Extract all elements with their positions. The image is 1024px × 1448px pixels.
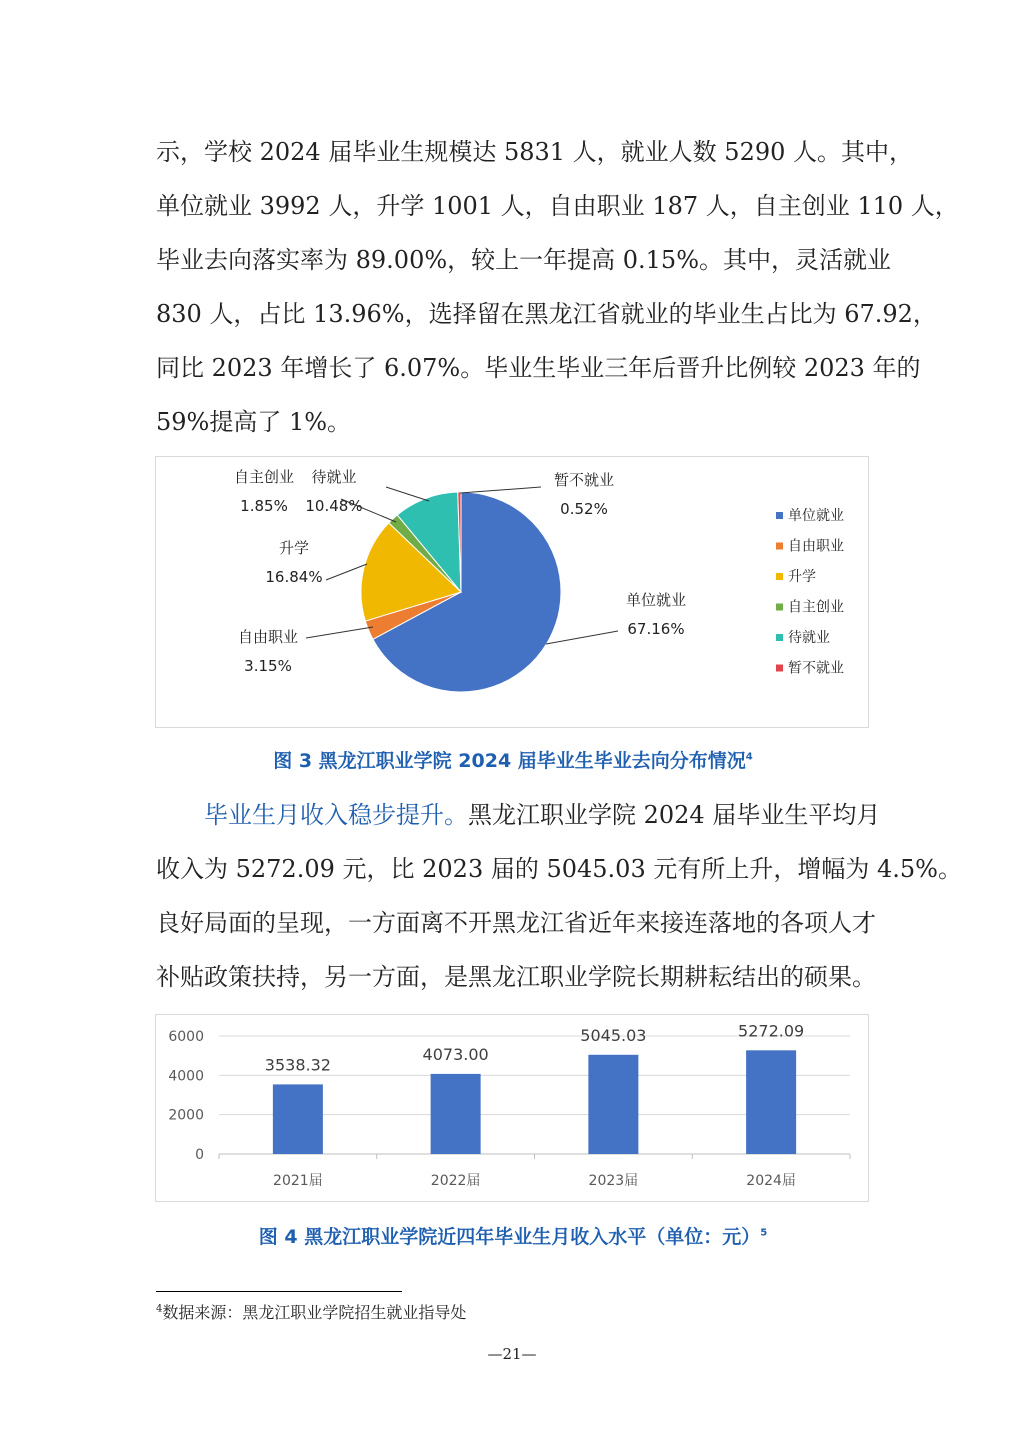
figure-4-caption-sup: 5 bbox=[760, 1227, 768, 1239]
paragraph-line: 毕业去向落实率为 89.00%，较上一年提高 0.15%。其中，灵活就业 bbox=[156, 246, 892, 274]
bar-data-label: 3538.32 bbox=[264, 1055, 331, 1075]
footnote-divider bbox=[156, 1291, 402, 1292]
x-tick-label: 2024届 bbox=[746, 1173, 796, 1189]
figure-3-caption-sup: 4 bbox=[745, 751, 753, 763]
legend-swatch bbox=[776, 543, 783, 550]
pie-label-name: 单位就业 bbox=[625, 591, 687, 609]
bar bbox=[746, 1050, 796, 1154]
pie-label-value: 0.52% bbox=[560, 500, 608, 518]
bar bbox=[431, 1074, 481, 1154]
y-tick-label: 2000 bbox=[168, 1107, 204, 1124]
legend-swatch bbox=[776, 604, 783, 611]
bar-data-label: 4073.00 bbox=[422, 1044, 489, 1064]
pie-leader-line bbox=[306, 627, 373, 638]
legend-swatch bbox=[776, 512, 783, 519]
pie-label-name: 待就业 bbox=[311, 468, 357, 486]
footnote-text: 数据来源：黑龙江职业学院招生就业指导处 bbox=[162, 1303, 467, 1322]
bar-chart bbox=[156, 1015, 868, 1201]
y-tick-label: 0 bbox=[195, 1147, 204, 1163]
pie-label-name: 自由职业 bbox=[237, 628, 299, 646]
legend-label: 自由职业 bbox=[788, 538, 844, 555]
page-number: —21— bbox=[487, 1345, 537, 1363]
figure-3-caption bbox=[156, 746, 870, 773]
y-tick-label: 6000 bbox=[168, 1029, 204, 1045]
y-tick-label: 4000 bbox=[168, 1068, 204, 1085]
figure-4-caption bbox=[156, 1222, 870, 1249]
paragraph-line: 补贴政策扶持，另一方面，是黑龙江职业学院长期耕耘结出的硕果。 bbox=[156, 963, 876, 991]
x-tick-label: 2023届 bbox=[588, 1173, 639, 1189]
paragraph-line: 单位就业 3992 人，升学 1001 人，自由职业 187 人，自主创业 110 人， bbox=[156, 192, 959, 220]
paragraph-line bbox=[156, 788, 881, 842]
legend-label: 单位就业 bbox=[788, 508, 844, 524]
x-tick-label: 2022届 bbox=[430, 1173, 481, 1189]
pie-leader-line bbox=[386, 487, 429, 501]
figure-3-caption-text: 图 3 黑龙江职业学院 2024 届毕业生毕业去向分布情况 bbox=[273, 750, 746, 772]
legend-label: 暂不就业 bbox=[788, 660, 844, 677]
legend-swatch bbox=[776, 634, 783, 641]
pie-label-name: 暂不就业 bbox=[553, 471, 615, 489]
footnote-marker: 4 bbox=[156, 1303, 163, 1315]
paragraph-line: 59%提高了 1%。 bbox=[156, 408, 352, 436]
legend-swatch bbox=[776, 573, 783, 580]
pie-label-value: 1.85% bbox=[240, 497, 288, 515]
bar-chart-box bbox=[155, 1014, 869, 1202]
paragraph-line: 收入为 5272.09 元，比 2023 届的 5045.03 元有所上升，增幅为 4.5%。 bbox=[156, 855, 962, 883]
pie-label-value: 16.84% bbox=[265, 568, 323, 586]
bar-data-label: 5045.03 bbox=[580, 1025, 647, 1045]
paragraph-highlight: 毕业生月收入稳步提升。 bbox=[204, 801, 468, 829]
bar bbox=[273, 1084, 323, 1154]
bar-data-label: 5272.09 bbox=[738, 1021, 805, 1041]
paragraph-line: 良好局面的呈现，一方面离不开黑龙江省近年来接连落地的各项人才 bbox=[156, 909, 876, 937]
legend-label: 升学 bbox=[788, 569, 816, 585]
paragraph-line: 830 人，占比 13.96%，选择留在黑龙江省就业的毕业生占比为 67.92， bbox=[156, 300, 937, 328]
bar bbox=[588, 1055, 638, 1154]
legend-label: 自主创业 bbox=[788, 599, 844, 616]
pie-label-name: 升学 bbox=[278, 539, 310, 557]
pie-chart bbox=[156, 457, 868, 727]
paragraph-line: 同比 2023 年增长了 6.07%。毕业生毕业三年后晋升比例较 2023 年的 bbox=[156, 354, 921, 382]
paragraph-1 bbox=[156, 125, 959, 449]
pie-label-value: 67.16% bbox=[627, 620, 685, 638]
paragraph-2 bbox=[156, 788, 962, 1004]
legend-swatch bbox=[776, 665, 783, 672]
pie-leader-line bbox=[460, 487, 541, 493]
pie-label-name: 自主创业 bbox=[233, 468, 295, 486]
pie-leader-line bbox=[326, 564, 367, 580]
pie-leader-line bbox=[546, 631, 618, 644]
pie-label-value: 3.15% bbox=[244, 657, 292, 675]
paragraph-line-rest: 黑龙江职业学院 2024 届毕业生平均月 bbox=[468, 801, 881, 829]
legend-label: 待就业 bbox=[788, 630, 830, 646]
paragraph-line: 示，学校 2024 届毕业生规模达 5831 人，就业人数 5290 人。其中， bbox=[156, 138, 914, 166]
pie-label-value: 10.48% bbox=[305, 497, 363, 515]
footnote bbox=[156, 1300, 466, 1323]
figure-4-caption-text: 图 4 黑龙江职业学院近四年毕业生月收入水平（单位：元） bbox=[258, 1226, 761, 1248]
x-tick-label: 2021届 bbox=[273, 1173, 323, 1189]
pie-chart-box bbox=[155, 456, 869, 728]
